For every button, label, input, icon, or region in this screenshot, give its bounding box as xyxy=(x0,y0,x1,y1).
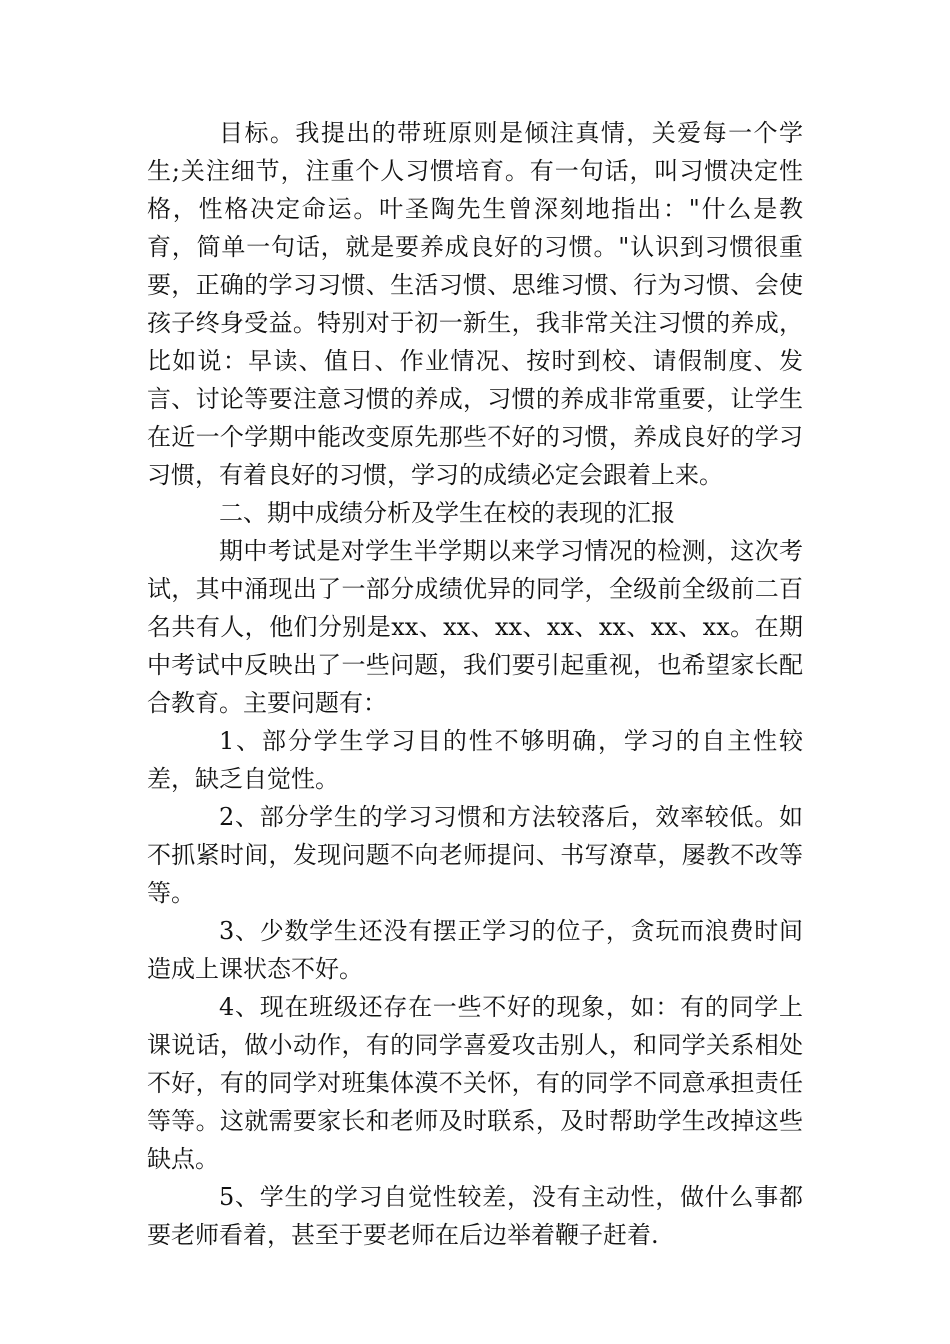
list-item-problem-4: 4、现在班级还存在一些不好的现象，如：有的同学上课说话，做小动作，有的同学喜爱攻击别人，和同学关系相处不好，有的同学对班集体漠不关怀，有的同学不同意承担责任等等。这就需要家长和老师及时联系，及时帮助学生改掉这些缺点。 xyxy=(147,993,803,1173)
paragraph-habits: 目标。我提出的带班原则是倾注真情，关爱每一个学生;关注细节，注重个人习惯培育。有一句话，叫习惯决定性格，性格决定命运。叶圣陶先生曾深刻地指出："什么是教育，简单一句话，就是要养成良好的习惯。"认识到习惯很重要，正确的学习习惯、生活习惯、思维习惯、行为习惯、会使孩子终身受益。特别对于初一新生，我非常关注习惯的养成，比如说：早读、值日、作业情况、按时到校、请假制度、发言、讨论等要注意习惯的养成，习惯的养成非常重要，让学生在近一个学期中能改变原先那些不好的习惯，养成良好的学习习惯，有着良好的习惯，学习的成绩必定会跟着上来。 xyxy=(147,119,803,489)
section-heading-midterm: 二、期中成绩分析及学生在校的表现的汇报 xyxy=(219,499,675,527)
list-item-problem-3: 3、少数学生还没有摆正学习的位子，贪玩而浪费时间造成上课状态不好。 xyxy=(147,917,803,983)
document-body xyxy=(147,114,803,1254)
list-item-problem-2: 2、部分学生的学习习惯和方法较落后，效率较低。如不抓紧时间，发现问题不向老师提问、书写潦草，屡教不改等等。 xyxy=(147,803,803,907)
paragraph-midterm-analysis: 期中考试是对学生半学期以来学习情况的检测，这次考试，其中涌现出了一部分成绩优异的同学，全级前全级前二百名共有人，他们分别是xx、xx、xx、xx、xx、xx、xx。在期中考试中反映出了一些问题，我们要引起重视，也希望家长配合教育。主要问题有： xyxy=(147,537,803,717)
list-item-problem-5: 5、学生的学习自觉性较差，没有主动性，做什么事都要老师看着，甚至于要老师在后边举着鞭子赶着. xyxy=(147,1183,803,1249)
list-item-problem-1: 1、部分学生学习目的性不够明确，学习的自主性较差，缺乏自觉性。 xyxy=(147,727,803,793)
